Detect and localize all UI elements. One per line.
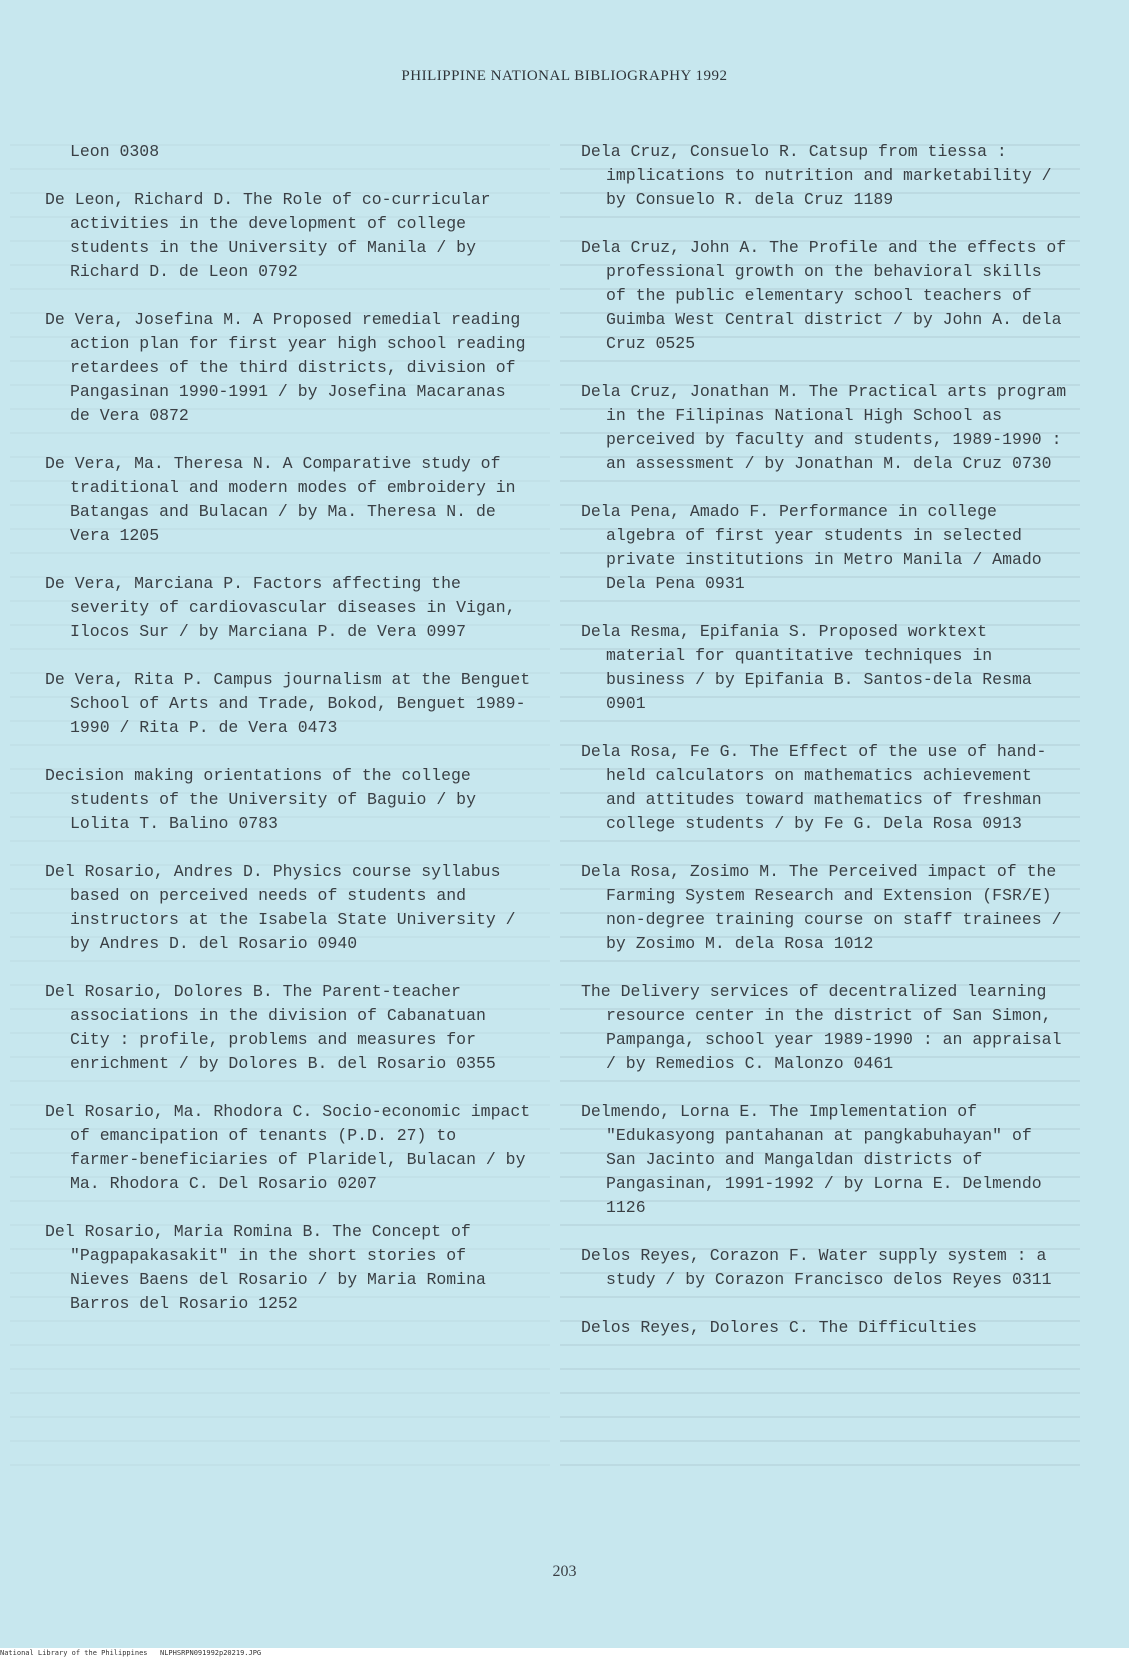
bibliography-entry: De Leon, Richard D. The Role of co-curricular activities in the development of college students in the University of Manila / by Richard D. de Leon 0792 [45,190,491,281]
left-column [45,140,535,1340]
bibliography-entry: De Vera, Josefina M. A Proposed remedial reading action plan for first year high school reading retardees of the third districts, division of Pangasinan 1990-1991 / by Josefina Macaranas de Vera 0872 [45,310,526,425]
bibliography-entry: Dela Cruz, Consuelo R. Catsup from tiessa : implications to nutrition and marketability / by Consuelo R. dela Cruz 1189 [581,142,1052,209]
bibliography-entry: Del Rosario, Andres D. Physics course syllabus based on perceived needs of students and instructors at the Isabela State University / by Andres D. del Rosario 0940 [45,862,516,953]
bibliography-entry: Del Rosario, Dolores B. The Parent-teacher associations in the division of Cabanatuan City : profile, problems and measures for enrichment / by Dolores B. del Rosario 0355 [45,982,496,1073]
page-number: 203 [552,1563,577,1580]
footer-strip [0,1648,1129,1658]
bibliography-entry: De Vera, Rita P. Campus journalism at the Benguet School of Arts and Trade, Bokod, Benguet 1989-1990 / Rita P. de Vera 0473 [45,670,531,737]
bibliography-entry: Del Rosario, Maria Romina B. The Concept of "Pagpapakasakit" in the short stories of Nieves Baens del Rosario / by Maria Romina Barros del Rosario 1252 [45,1222,486,1313]
bibliography-entry: De Vera, Marciana P. Factors affecting the severity of cardiovascular diseases in Vigan, Ilocos Sur / by Marciana P. de Vera 0997 [45,574,516,641]
bibliography-entry: Dela Pena, Amado F. Performance in college algebra of first year students in selected private institutions in Metro Manila / Amado Dela Pena 0931 [581,502,1042,593]
bibliography-entry: Delos Reyes, Corazon F. Water supply system : a study / by Corazon Francisco delos Reyes 0311 [581,1246,1052,1289]
bibliography-entry: Dela Rosa, Fe G. The Effect of the use of hand-held calculators on mathematics achievement and attitudes toward mathematics of freshman college students / by Fe G. Dela Rosa 0913 [581,742,1047,833]
bibliography-entry: Dela Cruz, John A. The Profile and the effects of professional growth on the behavioral skills of the public elementary school teachers of Guimba West Central district / by John A. dela Cruz 0525 [581,238,1067,353]
footer-credit: National Library of the Philippines [0,1649,148,1657]
bibliography-entry: Del Rosario, Ma. Rhodora C. Socio-economic impact of emancipation of tenants (P.D. 27) to farmer-beneficiaries of Plaridel, Bulacan / by Ma. Rhodora C. Del Rosario 0207 [45,1102,531,1193]
bibliography-entry: Dela Rosa, Zosimo M. The Perceived impact of the Farming System Research and Extension (FSR/E) non-degree training course on staff trainees / by Zosimo M. dela Rosa 1012 [581,862,1062,953]
bibliography-entry: Dela Cruz, Jonathan M. The Practical arts program in the Filipinas National High School as perceived by faculty and students, 1989-1990 : an assessment / by Jonathan M. dela Cruz 0730 [581,382,1067,473]
bibliography-entry: Leon 0308 [70,142,160,161]
right-column [581,140,1071,1364]
footer-file-name: NLPHSRPN091992p20219.JPG [160,1649,262,1657]
bibliography-entry: The Delivery services of decentralized learning resource center in the district of San Simon, Pampanga, school year 1989-1990 : an appraisal / by Remedios C. Malonzo 0461 [581,982,1062,1073]
page-title: PHILIPPINE NATIONAL BIBLIOGRAPHY 1992 [401,68,728,84]
bibliography-entry: De Vera, Ma. Theresa N. A Comparative study of traditional and modern modes of embroidery in Batangas and Bulacan / by Ma. Theresa N. de Vera 1205 [45,454,516,545]
bibliography-entry: Delos Reyes, Dolores C. The Difficulties [581,1318,978,1337]
bibliography-entry: Delmendo, Lorna E. The Implementation of "Edukasyong pantahanan at pangkabuhayan" of San Jacinto and Mangaldan districts of Pangasinan, 1991-1992 / by Lorna E. Delmendo 1126 [581,1102,1042,1217]
bibliography-entry: Decision making orientations of the college students of the University of Baguio / by Lolita T. Balino 0783 [45,766,476,833]
bibliography-entry: Dela Resma, Epifania S. Proposed worktext material for quantitative techniques in business / by Epifania B. Santos-dela Resma 0901 [581,622,1032,713]
